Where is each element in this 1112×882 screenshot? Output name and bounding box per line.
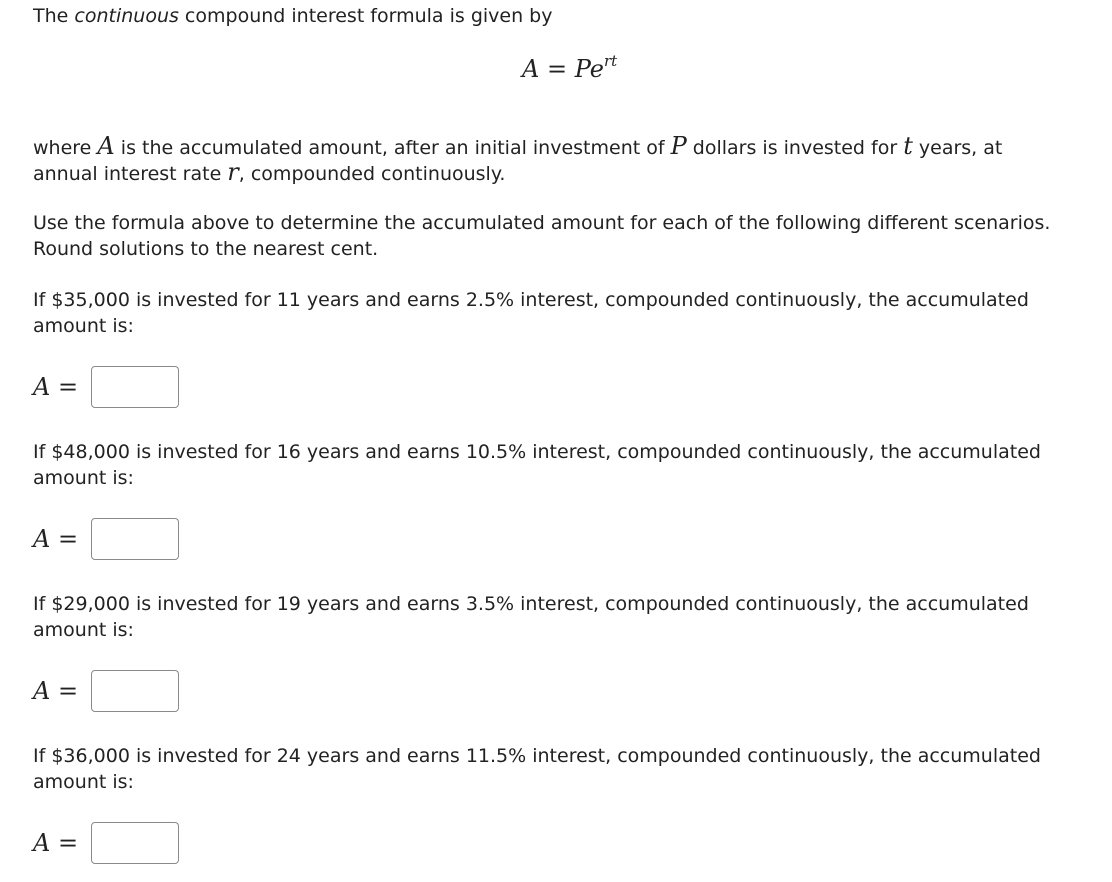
answer-equals: = — [57, 525, 79, 553]
answer-input-2[interactable] — [91, 518, 179, 560]
answer-variable: A — [33, 677, 51, 705]
definition-line-1 — [33, 133, 1002, 161]
variable-r: r — [227, 158, 239, 186]
formula-lhs: A — [522, 55, 540, 83]
compound-interest-formula — [522, 54, 617, 83]
question-2-text-cont: amount is: — [33, 467, 134, 489]
variable-A: A — [97, 132, 115, 160]
answer-label-3 — [33, 677, 91, 705]
variable-P: P — [670, 132, 687, 160]
definition-text: dollars is invested for — [686, 137, 904, 159]
variable-t: t — [903, 132, 913, 160]
definition-text: , compounded continuously. — [238, 163, 506, 185]
formula-base: Pe — [574, 55, 605, 83]
answer-input-4[interactable] — [91, 822, 179, 864]
answer-row-4 — [33, 820, 179, 866]
answer-variable: A — [33, 829, 51, 857]
definition-text: is the accumulated amount, after an initial investment of — [114, 137, 671, 159]
definition-line-2 — [33, 159, 505, 187]
definition-text: annual interest rate — [33, 163, 228, 185]
intro-prefix: The — [33, 5, 75, 27]
formula-exponent: rt — [604, 52, 618, 70]
question-4-text-cont: amount is: — [33, 771, 134, 793]
answer-label-4 — [33, 829, 91, 857]
question-1-text: If $35,000 is invested for 11 years and earns 2.5% interest, compounded continuously, the accumulated — [33, 289, 1029, 311]
answer-variable: A — [33, 525, 51, 553]
answer-equals: = — [57, 677, 79, 705]
answer-variable: A — [33, 373, 51, 401]
instructions-line-1: Use the formula above to determine the accumulated amount for each of the following different scenarios. — [33, 212, 1051, 234]
instructions-line-2: Round solutions to the nearest cent. — [33, 238, 379, 260]
definition-text: where — [33, 137, 98, 159]
answer-label-1 — [33, 373, 91, 401]
question-3-text: If $29,000 is invested for 19 years and earns 3.5% interest, compounded continuously, the accumulated — [33, 593, 1029, 615]
answer-row-2 — [33, 516, 179, 562]
intro-text — [33, 3, 553, 29]
answer-row-1 — [33, 364, 179, 410]
definition-text: years, at — [912, 137, 1003, 159]
answer-label-2 — [33, 525, 91, 553]
answer-row-3 — [33, 668, 179, 714]
question-4-text: If $36,000 is invested for 24 years and earns 11.5% interest, compounded continuously, the accumulated — [33, 745, 1041, 767]
question-2-text: If $48,000 is invested for 16 years and earns 10.5% interest, compounded continuously, the accumulated — [33, 441, 1041, 463]
answer-input-1[interactable] — [91, 366, 179, 408]
intro-emphasis: continuous — [74, 5, 179, 27]
intro-suffix: compound interest formula is given by — [178, 5, 553, 27]
question-1-text-cont: amount is: — [33, 315, 134, 337]
answer-equals: = — [57, 373, 79, 401]
answer-input-3[interactable] — [91, 670, 179, 712]
answer-equals: = — [57, 829, 79, 857]
question-3-text-cont: amount is: — [33, 619, 134, 641]
formula-equals: = — [546, 55, 568, 83]
